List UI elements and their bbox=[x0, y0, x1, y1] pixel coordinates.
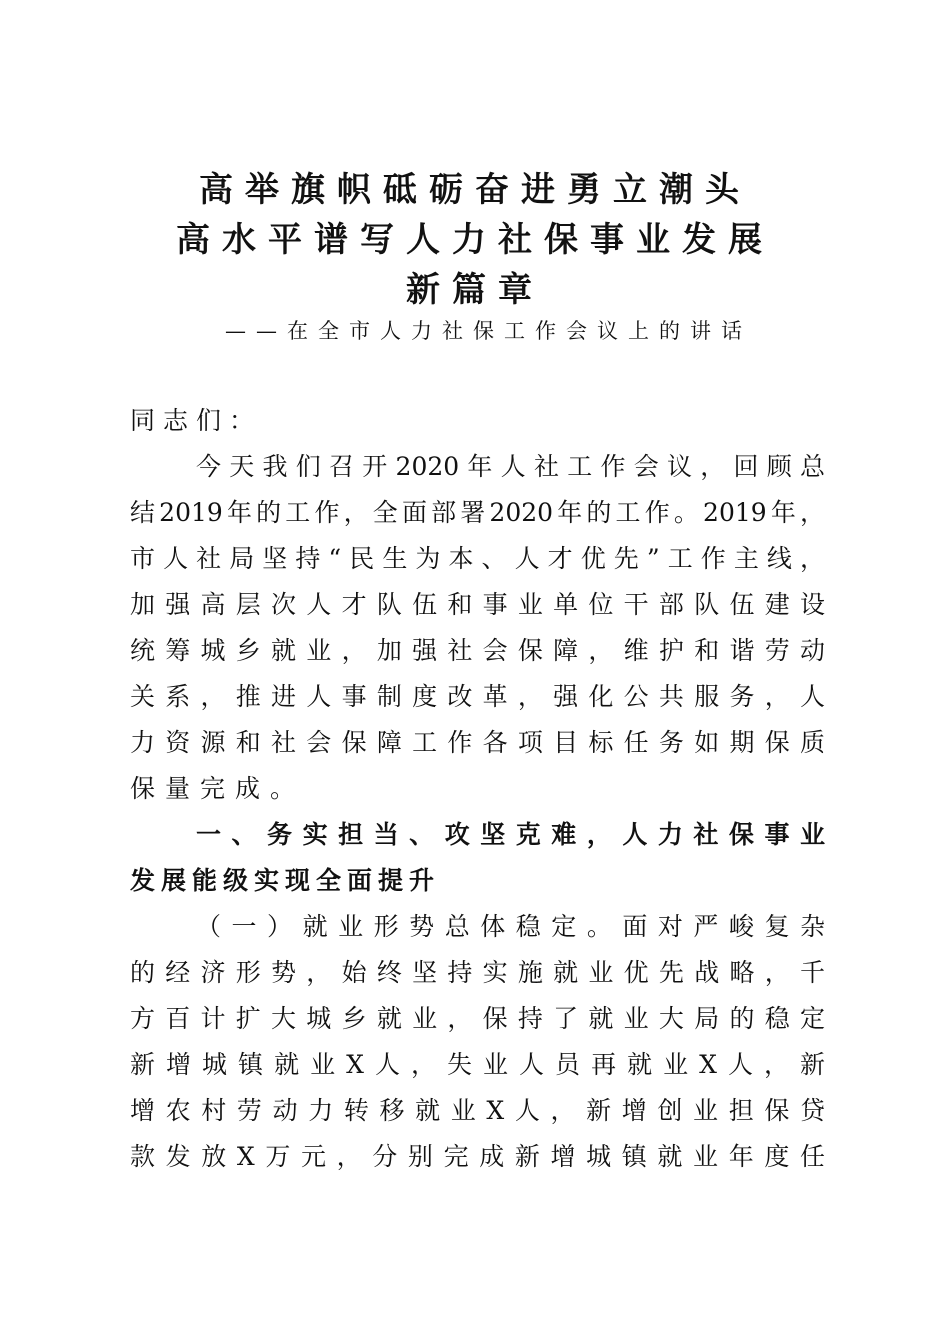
paragraph-line: 款发放X万元，分别完成新增城镇就业年度任 bbox=[130, 1142, 825, 1171]
title-line-1: 高举旗帜砥砺奋进勇立潮头 bbox=[199, 170, 751, 210]
paragraph-1 bbox=[130, 444, 825, 812]
paragraph-line: 增农村劳动力转移就业X人，新增创业担保贷 bbox=[130, 1096, 825, 1125]
paragraph-2 bbox=[130, 904, 825, 1180]
paragraph-line: 结2019年的工作，全面部署2020年的工作。2019年， bbox=[130, 498, 825, 527]
paragraph-line: 今天我们召开2020年人社工作会议，回顾总 bbox=[196, 452, 825, 481]
paragraph-line: 统筹城乡就业，加强社会保障，维护和谐劳动 bbox=[130, 636, 825, 665]
section-heading-1 bbox=[130, 812, 825, 904]
paragraph-line: 新增城镇就业X人，失业人员再就业X人，新 bbox=[130, 1050, 825, 1079]
paragraph-line: 力资源和社会保障工作各项目标任务如期保质 bbox=[130, 728, 825, 757]
paragraph-line: 的经济形势，始终坚持实施就业优先战略，千 bbox=[130, 958, 825, 987]
heading-line: 一、务实担当、攻坚克难，人力社保事业 bbox=[196, 820, 825, 849]
paragraph-line: 方百计扩大城乡就业，保持了就业大局的稳定 bbox=[130, 1004, 825, 1033]
document-title bbox=[0, 165, 950, 315]
title-line-2: 高水平谱写人力社保事业发展 bbox=[176, 220, 774, 260]
paragraph-line: 加强高层次人才队伍和事业单位干部队伍建设 bbox=[130, 590, 825, 619]
salutation: 同志们： bbox=[130, 406, 263, 435]
paragraph-line: 保量完成。 bbox=[130, 774, 306, 803]
paragraph-line: 关系，推进人事制度改革，强化公共服务，人 bbox=[130, 682, 825, 711]
document-body bbox=[130, 398, 825, 1180]
document-subtitle: ——在全市人力社保工作会议上的讲话 bbox=[225, 319, 752, 343]
paragraph-line: （一）就业形势总体稳定。面对严峻复杂 bbox=[196, 912, 825, 941]
heading-line: 发展能级实现全面提升 bbox=[130, 866, 441, 895]
paragraph-line: 市人社局坚持“民生为本、人才优先”工作主线， bbox=[130, 544, 825, 573]
title-line-3: 新篇章 bbox=[406, 270, 544, 310]
